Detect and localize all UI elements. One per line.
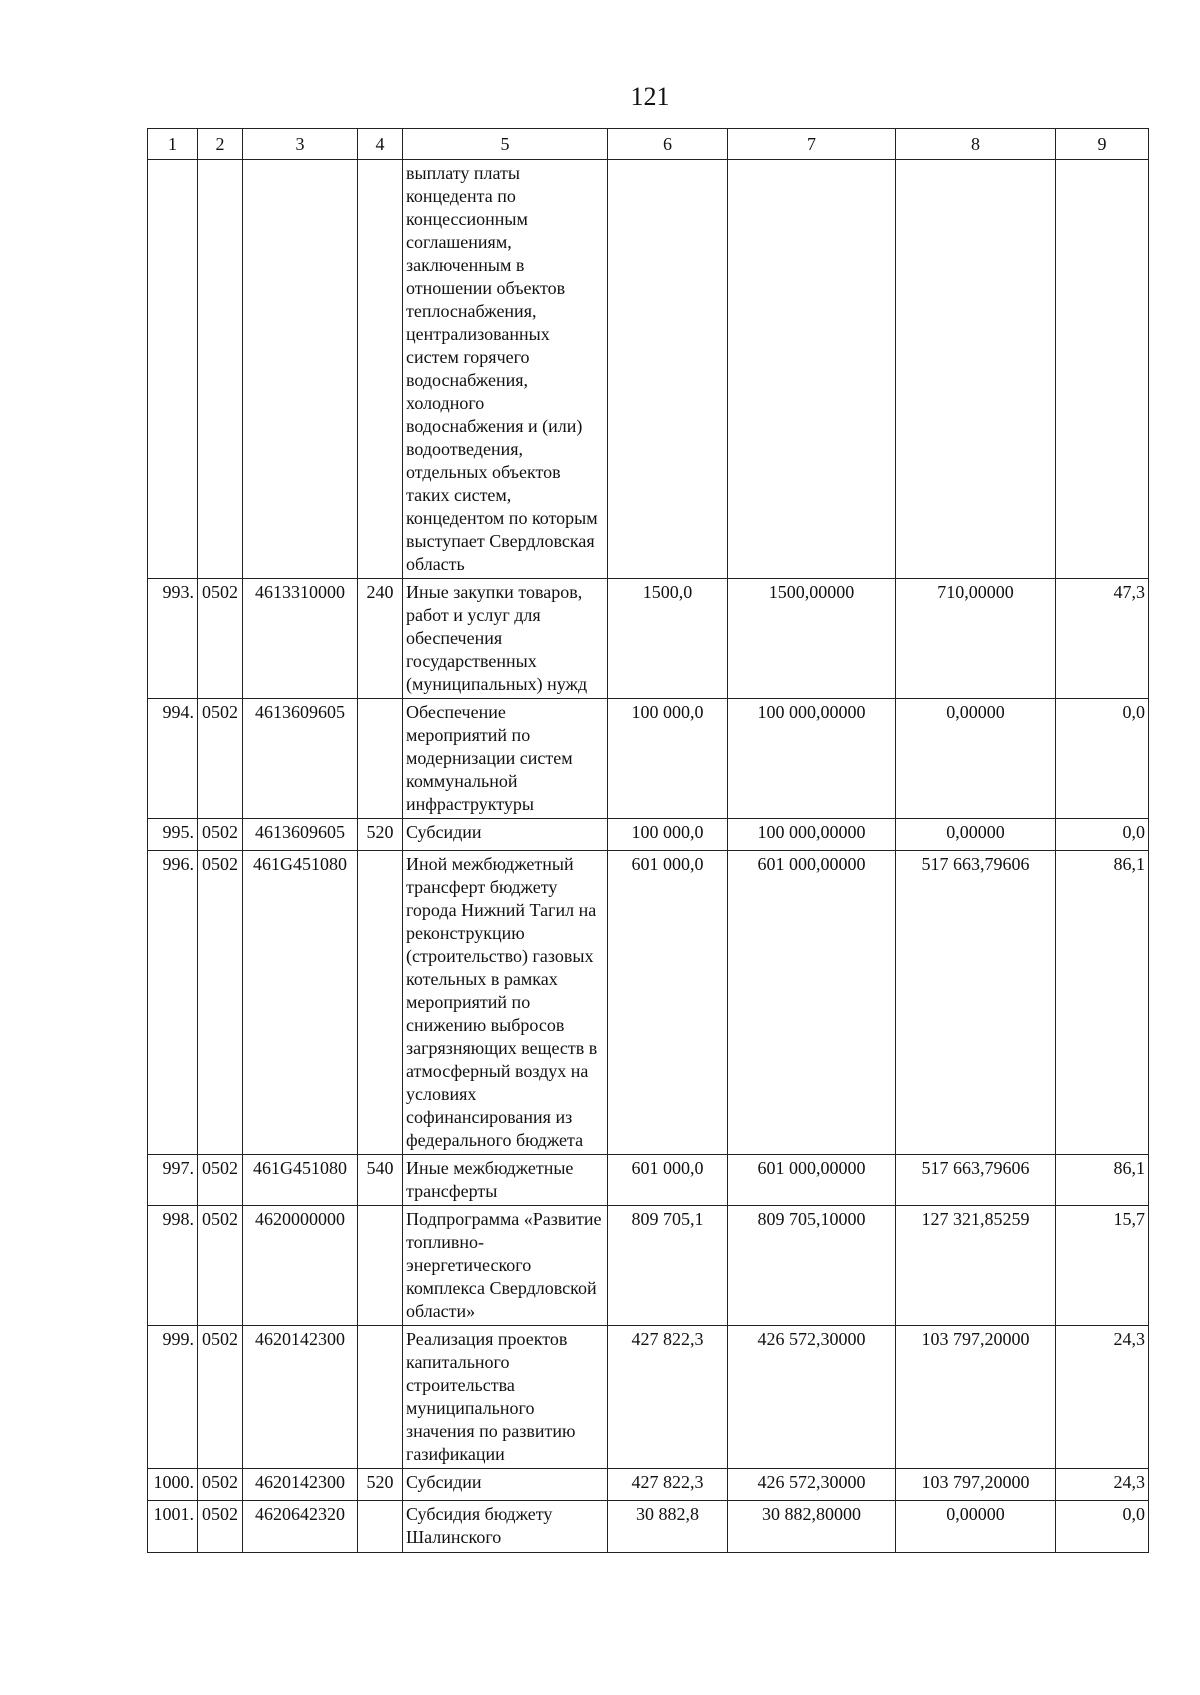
planned-amount: 30 882,8 [608,1501,728,1553]
column-header: 2 [198,129,243,160]
table-header-row [148,129,1149,160]
target-article-code: 4613609605 [243,819,358,851]
executed-amount: 103 797,20000 [896,1469,1056,1501]
revised-amount [728,160,896,579]
row-number: 1000. [148,1469,198,1501]
table-row [148,160,1149,579]
planned-amount: 1500,0 [608,579,728,699]
planned-amount: 427 822,3 [608,1326,728,1469]
target-article-code: 4620000000 [243,1206,358,1326]
column-header: 4 [358,129,403,160]
row-number: 999. [148,1326,198,1469]
execution-percent: 0,0 [1056,699,1149,819]
target-article-code: 4613609605 [243,699,358,819]
item-name: Иные закупки товаров, работ и услуг для обеспечения государственных (муниципальных) нужд [403,579,608,699]
execution-percent: 47,3 [1056,579,1149,699]
execution-percent: 0,0 [1056,819,1149,851]
expense-type-code: 240 [358,579,403,699]
planned-amount [608,160,728,579]
execution-percent: 86,1 [1056,851,1149,1155]
revised-amount: 100 000,00000 [728,699,896,819]
section-code: 0502 [198,1469,243,1501]
section-code: 0502 [198,699,243,819]
revised-amount: 601 000,00000 [728,851,896,1155]
section-code: 0502 [198,1501,243,1553]
column-header: 7 [728,129,896,160]
section-code: 0502 [198,1155,243,1206]
item-name: Иной межбюджетный трансферт бюджету города Нижний Тагил на реконструкцию (строительство) газовых котельных в рамках мероприятий по снижению выбросов загрязняющих веществ в атмосферный воздух на условиях софинансирования из федерального бюджета [403,851,608,1155]
planned-amount: 809 705,1 [608,1206,728,1326]
expense-type-code [358,1326,403,1469]
target-article-code: 4620642320 [243,1501,358,1553]
target-article-code: 461G451080 [243,1155,358,1206]
item-name: Субсидии [403,819,608,851]
expense-type-code [358,851,403,1155]
executed-amount: 0,00000 [896,819,1056,851]
planned-amount: 601 000,0 [608,1155,728,1206]
row-number: 997. [148,1155,198,1206]
executed-amount: 127 321,85259 [896,1206,1056,1326]
item-name: выплату платы концедента по концессионным соглашениям, заключенным в отношении объектов теплоснабжения, централизованных систем горячего водоснабжения, холодного водоснабжения и (или) водоотведения, отдельных объектов таких систем, концедентом по которым выступает Свердловская область [403,160,608,579]
expense-type-code [358,1206,403,1326]
revised-amount: 1500,00000 [728,579,896,699]
execution-percent: 15,7 [1056,1206,1149,1326]
row-number: 994. [148,699,198,819]
row-number: 1001. [148,1501,198,1553]
section-code: 0502 [198,819,243,851]
expense-type-code [358,699,403,819]
revised-amount: 30 882,80000 [728,1501,896,1553]
planned-amount: 427 822,3 [608,1469,728,1501]
revised-amount: 426 572,30000 [728,1326,896,1469]
execution-percent: 86,1 [1056,1155,1149,1206]
expense-type-code [358,160,403,579]
table-row [148,1155,1149,1206]
expense-type-code: 540 [358,1155,403,1206]
executed-amount: 0,00000 [896,1501,1056,1553]
table-row [148,699,1149,819]
executed-amount: 0,00000 [896,699,1056,819]
column-header: 1 [148,129,198,160]
item-name: Иные межбюджетные трансферты [403,1155,608,1206]
item-name: Обеспечение мероприятий по модернизации систем коммунальной инфраструктуры [403,699,608,819]
item-name: Субсидии [403,1469,608,1501]
execution-percent: 24,3 [1056,1469,1149,1501]
row-number: 996. [148,851,198,1155]
item-name: Подпрограмма «Развитие топливно-энергетического комплекса Свердловской области» [403,1206,608,1326]
row-number [148,160,198,579]
target-article-code: 4613310000 [243,579,358,699]
target-article-code: 4620142300 [243,1326,358,1469]
table-body [148,160,1149,1553]
section-code: 0502 [198,1326,243,1469]
execution-percent: 24,3 [1056,1326,1149,1469]
revised-amount: 426 572,30000 [728,1469,896,1501]
column-header: 8 [896,129,1056,160]
revised-amount: 809 705,10000 [728,1206,896,1326]
executed-amount: 517 663,79606 [896,1155,1056,1206]
section-code: 0502 [198,851,243,1155]
column-header: 9 [1056,129,1149,160]
planned-amount: 100 000,0 [608,699,728,819]
table-row [148,579,1149,699]
row-number: 998. [148,1206,198,1326]
row-number: 995. [148,819,198,851]
table-row [148,1206,1149,1326]
expense-type-code: 520 [358,1469,403,1501]
executed-amount: 103 797,20000 [896,1326,1056,1469]
table-row [148,1469,1149,1501]
section-code [198,160,243,579]
execution-percent [1056,160,1149,579]
planned-amount: 601 000,0 [608,851,728,1155]
table-row [148,1501,1149,1553]
column-header: 5 [403,129,608,160]
section-code: 0502 [198,1206,243,1326]
table-row [148,819,1149,851]
target-article-code: 461G451080 [243,851,358,1155]
column-header: 3 [243,129,358,160]
item-name: Реализация проектов капитального строительства муниципального значения по развитию газификации [403,1326,608,1469]
table-row [148,851,1149,1155]
section-code: 0502 [198,579,243,699]
revised-amount: 601 000,00000 [728,1155,896,1206]
planned-amount: 100 000,0 [608,819,728,851]
page-number: 121 [630,82,670,111]
item-name: Субсидия бюджету Шалинского [403,1501,608,1553]
executed-amount: 710,00000 [896,579,1056,699]
executed-amount: 517 663,79606 [896,851,1056,1155]
target-article-code [243,160,358,579]
expense-type-code: 520 [358,819,403,851]
target-article-code: 4620142300 [243,1469,358,1501]
table-row [148,1326,1149,1469]
budget-table [147,128,1149,1553]
column-header: 6 [608,129,728,160]
row-number: 993. [148,579,198,699]
revised-amount: 100 000,00000 [728,819,896,851]
executed-amount [896,160,1056,579]
expense-type-code [358,1501,403,1553]
execution-percent: 0,0 [1056,1501,1149,1553]
